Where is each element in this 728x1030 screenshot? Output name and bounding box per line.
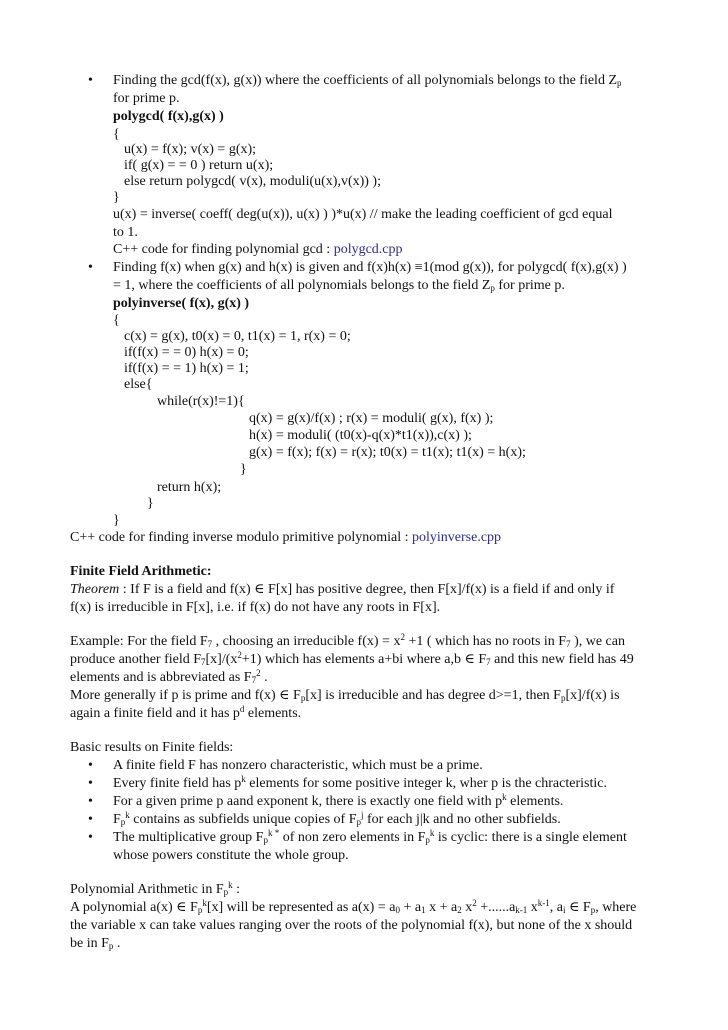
polyinverse-description: Finding f(x) when g(x) and h(x) is given and f(x)h(x) ≡1(mod g(x)), for polygcd( f(x),g(x) ) — [113, 260, 627, 275]
polygcd-header: polygcd( f(x),g(x) ) — [113, 109, 224, 124]
subscript: p — [108, 941, 114, 951]
text: The multiplicative group F — [113, 830, 264, 845]
text: be in F — [70, 936, 109, 951]
text: produce another field F — [70, 652, 202, 667]
text: for prime p. — [494, 278, 565, 293]
code-line: else{ — [124, 377, 153, 392]
superscript: d — [239, 704, 245, 714]
superscript: 2 — [472, 898, 477, 908]
section-heading: Basic results on Finite fields: — [70, 740, 234, 755]
text: elements. — [506, 794, 564, 809]
list-item — [113, 829, 627, 847]
open-brace: { — [113, 127, 120, 142]
text: +1) which has elements a+bi where a,b ∈ F — [241, 652, 487, 667]
text: [x]/f(x) is — [565, 688, 620, 703]
code-line: return h(x); — [157, 480, 222, 495]
text: [x] will be represented as a(x) = a — [206, 900, 396, 915]
text: . — [260, 670, 268, 685]
text: For a given prime p aand exponent k, there is exactly one field with p — [113, 794, 503, 809]
superscript: k * — [267, 828, 280, 838]
text: , choosing an irreducible f(x) = x — [212, 634, 401, 649]
open-brace: { — [113, 313, 120, 328]
subscript: 7 — [566, 639, 571, 649]
subscript: p — [197, 905, 203, 915]
subscript: 0 — [395, 905, 400, 915]
text: Finding the gcd(f(x), g(x)) where the coefficients of all polynomials belongs to the field Z — [113, 73, 617, 88]
theorem-label: Theorem — [70, 582, 120, 597]
polyinverse-header: polyinverse( f(x), g(x) ) — [113, 296, 250, 311]
cpp-prefix: C++ code for finding polynomial gcd : — [113, 242, 334, 257]
superscript: k — [125, 810, 130, 820]
text: +1 ( which has no roots in F — [404, 634, 567, 649]
text: Polynomial Arithmetic in F — [70, 882, 224, 897]
superscript: k — [502, 792, 507, 802]
bullet: • — [88, 758, 93, 773]
text: ), we can — [570, 634, 625, 649]
text: [x]/(x — [205, 652, 238, 667]
subscript: 7 — [251, 675, 257, 685]
polygcd-description — [113, 72, 622, 90]
text: for each j|k and no other subfields. — [363, 812, 561, 827]
close-brace: } — [240, 462, 247, 477]
code-line: if(f(x) = = 1) h(x) = 1; — [124, 361, 249, 376]
superscript: k — [241, 774, 246, 784]
text: again a finite field and it has p — [70, 706, 240, 721]
polygcd-cpp-link[interactable]: polygcd.cpp — [333, 242, 403, 257]
subscript: p — [223, 887, 229, 897]
code-line: g(x) = f(x); f(x) = r(x); t0(x) = t1(x); t1(x) = h(x); — [249, 445, 526, 460]
subscript: k-1 — [515, 905, 528, 915]
cpp-code-line — [113, 241, 403, 259]
text: elements and is abbreviated as F — [70, 670, 252, 685]
bullet: • — [88, 812, 93, 827]
subscript: p — [356, 817, 361, 827]
text: , a — [549, 900, 564, 915]
code-line: else return polygcd( v(x), moduli(u(x),v(x)) ); — [124, 174, 381, 189]
code-line: if( g(x) = = 0 ) return u(x); — [124, 158, 274, 173]
text: x — [461, 900, 473, 915]
subscript: p — [263, 835, 268, 845]
poly-line: the variable x can take values ranging over the roots of the polynomial f(x), but none of the x should — [70, 918, 633, 933]
code-line: if(f(x) = = 0) h(x) = 0; — [124, 345, 249, 360]
text: Every finite field has p — [113, 776, 242, 791]
close-brace: } — [147, 496, 154, 511]
subscript: p — [425, 835, 430, 845]
text: x — [527, 900, 538, 915]
text: , where — [595, 900, 637, 915]
example-line — [70, 651, 634, 669]
general-line — [70, 705, 301, 723]
bullet: • — [88, 260, 93, 275]
poly-line — [70, 935, 120, 953]
text: and this new field has 49 — [490, 652, 634, 667]
subscript: p — [300, 693, 306, 703]
cpp-code-line — [70, 529, 501, 547]
code-line: while(r(x)!=1){ — [157, 394, 245, 409]
poly-line — [70, 899, 636, 917]
text: A polynomial a(x) ∈ F — [70, 900, 198, 915]
example-line — [70, 633, 625, 651]
subscript: 7 — [486, 657, 491, 667]
theorem-line-cont: f(x) is irreducible in F[x], i.e. if f(x) do not have any roots in F[x]. — [70, 600, 441, 615]
polyinverse-description-cont — [113, 277, 565, 295]
subscript: 2 — [457, 905, 462, 915]
section-heading — [70, 881, 240, 899]
bullet: • — [88, 776, 93, 791]
list-item: A finite field F has nonzero characteristic, which must be a prime. — [113, 758, 483, 773]
text: F — [113, 812, 121, 827]
text: +......a — [476, 900, 516, 915]
text: elements for some positive integer k, wher p is the chracteristic. — [245, 776, 607, 791]
text: More generally if p is prime and f(x) ∈ F — [70, 688, 301, 703]
subscript: 7 — [201, 657, 206, 667]
text: Example: For the field F — [70, 634, 208, 649]
list-item — [113, 793, 563, 811]
superscript: k — [202, 898, 207, 908]
bullet: • — [88, 794, 93, 809]
text: ∈ F — [565, 900, 591, 915]
section-heading: Finite Field Arithmetic: — [70, 564, 212, 579]
text: : — [232, 882, 241, 897]
text: is cyclic: there is a single element — [434, 830, 627, 845]
subscript: i — [563, 905, 566, 915]
superscript: j — [360, 810, 364, 820]
superscript: k-1 — [537, 898, 550, 908]
text: + a — [399, 900, 422, 915]
leading-coeff-line: u(x) = inverse( coeff( deg(u(x)), u(x) ) )*u(x) // make the leading coefficient of gcd equal — [113, 207, 613, 222]
text: x + a — [425, 900, 458, 915]
code-line: q(x) = g(x)/f(x) ; r(x) = moduli( g(x), f(x) ); — [249, 411, 494, 426]
code-line: c(x) = g(x), t0(x) = 0, t1(x) = 1, r(x) = 0; — [124, 329, 351, 344]
superscript: k — [429, 828, 435, 838]
superscript: 2 — [400, 632, 405, 642]
cpp-prefix: C++ code for finding inverse modulo primitive polynomial : — [70, 530, 413, 545]
text: [x] is irreducible and has degree d>=1, then F — [305, 688, 561, 703]
leading-coeff-line-cont: to 1. — [113, 225, 138, 240]
list-item-cont: whose powers constitute the whole group. — [113, 848, 349, 863]
bullet: • — [88, 73, 93, 88]
code-line: u(x) = f(x); v(x) = g(x); — [124, 142, 257, 157]
subscript: p — [560, 693, 566, 703]
close-brace: } — [113, 513, 120, 528]
superscript: k — [228, 880, 233, 890]
subscript: 7 — [207, 639, 213, 649]
superscript: 2 — [237, 650, 242, 660]
superscript: 2 — [256, 668, 261, 678]
text: . — [113, 936, 121, 951]
subscript: p — [120, 817, 126, 827]
close-brace: } — [113, 190, 120, 205]
text: elements. — [244, 706, 302, 721]
polygcd-description-cont: for prime p. — [113, 91, 180, 106]
subscript: p — [490, 283, 495, 293]
subscript: 1 — [421, 905, 426, 915]
example-line — [70, 669, 268, 687]
text: contains as subfields unique copies of F — [129, 812, 357, 827]
subscript: p — [590, 905, 596, 915]
list-item — [113, 811, 561, 829]
general-line — [70, 687, 620, 705]
text: = 1, where the coefficients of all polynomials belongs to the field Z — [113, 278, 491, 293]
polyinverse-cpp-link[interactable]: polyinverse.cpp — [412, 530, 502, 545]
text: : If F is a field and f(x) ∈ F[x] has positive degree, then F[x]/f(x) is a field if and only if — [119, 582, 615, 597]
list-item — [113, 775, 607, 793]
bullet: • — [88, 830, 93, 845]
subscript: p — [617, 78, 622, 88]
theorem-line — [70, 581, 614, 599]
code-line: h(x) = moduli( (t0(x)-q(x)*t1(x)),c(x) ); — [249, 428, 472, 443]
text: of non zero elements in F — [279, 830, 426, 845]
